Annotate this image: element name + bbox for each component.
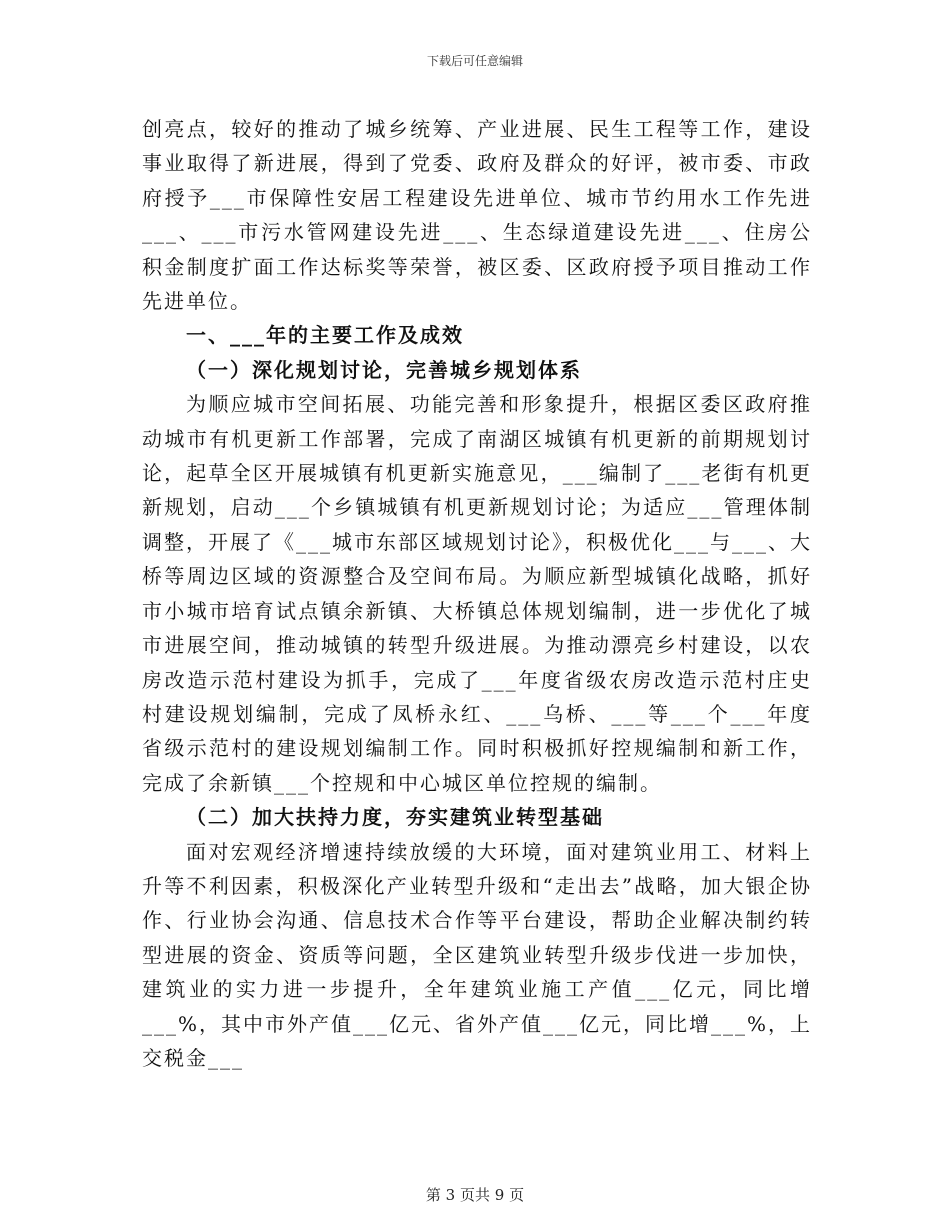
section-heading-1: 一、___年的主要工作及成效 <box>186 323 464 348</box>
document-body <box>142 112 812 1075</box>
paragraph-construction: 面对宏观经济增速持续放缓的大环境，面对建筑业用工、材料上升等不利因素，积极深化产业转型升级和“走出去”战略，加大银企协作、行业协会沟通、信息技术合作等平台建设，帮助企业解决制约转型进展的资金、资质等问题，全区建筑业转型升级步伐进一步加快，建筑业的实力进一步提升，全年建筑业施工产值___亿元，同比增___%，其中市外产值___亿元、省外产值___亿元，同比增___%，上交税金___ <box>142 839 813 1070</box>
subsection-heading-1: （一）深化规划讨论，完善城乡规划体系 <box>186 357 582 382</box>
subsection-heading-2: （二）加大扶持力度，夯实建筑业转型基础 <box>186 805 604 830</box>
page-header: 下载后可任意编辑 <box>426 54 523 68</box>
paragraph-continued: 创亮点，较好的推动了城乡统筹、产业进展、民生工程等工作，建设事业取得了新进展，得到了党委、政府及群众的好评，被市委、市政府授予___市保障性安居工程建设先进单位、城市节约用水工作先进___、___市污水管网建设先进___、生态绿道建设先进___、住房公积金制度扩面工作达标奖等荣誉，被区委、区政府授予项目推动工作先进单位。 <box>142 117 812 314</box>
paragraph-planning: 为顺应城市空间拓展、功能完善和形象提升，根据区委区政府推动城市有机更新工作部署，完成了南湖区城镇有机更新的前期规划讨论，起草全区开展城镇有机更新实施意见，___编制了___老街有机更新规划，启动___个乡镇城镇有机更新规划讨论；为适应___管理体制调整，开展了《___城市东部区域规划讨论》，积极优化___与___、大桥等周边区域的资源整合及空间布局。为顺应新型城镇化战略，抓好市小城市培育试点镇余新镇、大桥镇总体规划编制，进一步优化了城市进展空间，推动城镇的转型升级进展。为推动漂亮乡村建设，以农房改造示范村建设为抓手，完成了___年度省级农房改造示范村庄史村建设规划编制，完成了凤桥永红、___乌桥、___等___个___年度省级示范村的建设规划编制工作。同时积极抓好控规编制和新工作，完成了余新镇___个控规和中心城区单位控规的编制。 <box>142 392 812 795</box>
page-footer: 第 3 页共 9 页 <box>425 1186 525 1204</box>
